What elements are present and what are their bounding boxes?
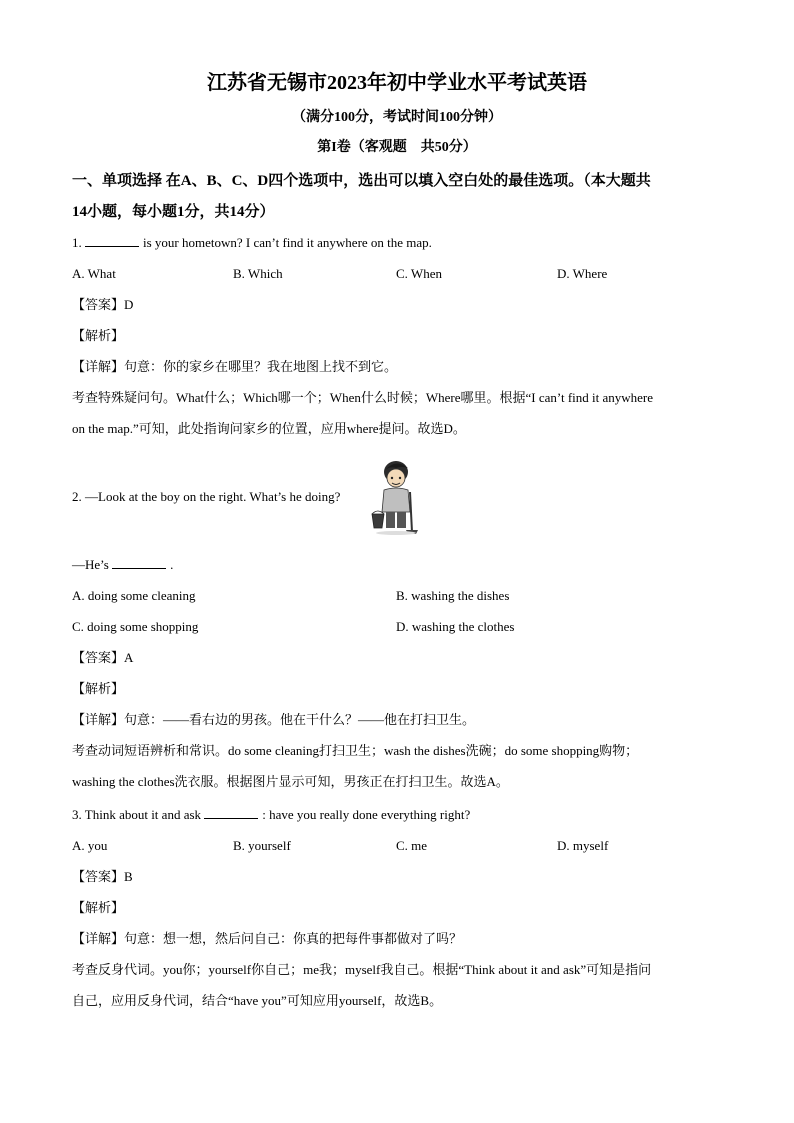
q2-explain-line1: 考查动词短语辨析和常识。do some cleaning打扫卫生；wash the dishes洗碗；do some shopping购物； [72, 743, 639, 758]
q2-reply-end: . [170, 557, 174, 572]
q3-detail-label: 【详解】 [72, 931, 125, 946]
q2-answer-value: A [124, 650, 134, 665]
q1-option-c: C. When [396, 266, 442, 281]
q2-explain-line2: washing the clothes洗衣服。根据图片显示可知，男孩正在打扫卫生。故选A。 [72, 774, 509, 789]
q3-detail [72, 930, 462, 948]
q3-blank [204, 806, 258, 819]
exam-title: 江苏省无锡市2023年初中学业水平考试英语 [207, 72, 587, 94]
q2-detail-text: 句意：——看右边的男孩。他在干什么？——他在打扫卫生。 [124, 712, 476, 727]
q2-reply [72, 556, 173, 574]
q1-explain-line1: 考查特殊疑问句。What什么；Which哪一个；When什么时候；Where哪里。根据“I can’t find it anywhere [72, 390, 654, 405]
q3-stem-start: 3. Think about it and ask [72, 807, 202, 822]
q1-number: 1. [72, 235, 82, 250]
q3-option-d: D. myself [557, 838, 609, 853]
part-heading: 第I卷（客观题 共50分） [317, 140, 477, 155]
q3-detail-text: 句意：想一想，然后问自己：你真的把每件事都做对了吗？ [124, 931, 463, 946]
q3-analysis-label: 【解析】 [72, 900, 125, 915]
q3-option-b: B. yourself [233, 838, 291, 853]
q1-detail-label: 【详解】 [72, 359, 125, 374]
q1-stem [72, 234, 432, 252]
q1-detail-text: 句意：你的家乡在哪里？我在地图上找不到它。 [124, 359, 398, 374]
q3-answer [72, 868, 133, 886]
q2-answer-label: 【答案】 [72, 650, 125, 665]
q2-answer [72, 649, 133, 667]
q2-option-a: A. doing some cleaning [72, 588, 196, 603]
q2-reply-text: —He’s [72, 557, 109, 572]
section-heading-line2: 14小题，每小题1分，共14分） [72, 204, 275, 220]
q2-analysis-label: 【解析】 [72, 681, 125, 696]
q1-blank [85, 234, 139, 247]
q1-detail [72, 358, 397, 376]
q1-answer-label: 【答案】 [72, 297, 125, 312]
section-heading-line1: 一、单项选择 在A、B、C、D四个选项中，选出可以填入空白处的最佳选项。（本大题共 [72, 173, 651, 189]
q3-stem [72, 806, 470, 824]
q3-explain-line1: 考查反身代词。you你；yourself你自己；me我；myself我自己。根据“Think about it and ask”可知是指问 [72, 962, 652, 977]
q2-option-c: C. doing some shopping [72, 619, 199, 634]
q1-stem-text: is your hometown? I can’t find it anywhere on the map. [143, 235, 432, 250]
q2-blank [112, 556, 166, 569]
q1-answer [72, 296, 133, 314]
q1-answer-value: D [124, 297, 134, 312]
boy-cleaning-illustration [366, 456, 424, 536]
q2-detail-label: 【详解】 [72, 712, 125, 727]
q1-explain-line2: on the map.”可知，此处指询问家乡的位置，应用where提问。故选D。 [72, 421, 466, 436]
q3-stem-end: : have you really done everything right? [262, 807, 471, 822]
q1-option-d: D. Where [557, 266, 608, 281]
q1-option-a: A. What [72, 266, 116, 281]
q3-option-a: A. you [72, 838, 108, 853]
q1-option-b: B. Which [233, 266, 283, 281]
q3-explain-line2: 自己，应用反身代词，结合“have you”可知应用yourself，故选B。 [72, 993, 443, 1008]
exam-subtitle: （满分100分，考试时间100分钟） [292, 110, 502, 125]
q2-option-d: D. washing the clothes [396, 619, 515, 634]
q2-detail [72, 711, 475, 729]
q1-analysis-label: 【解析】 [72, 328, 125, 343]
q3-answer-value: B [124, 869, 133, 884]
q2-option-b: B. washing the dishes [396, 588, 510, 603]
q3-answer-label: 【答案】 [72, 869, 125, 884]
q2-stem: 2. —Look at the boy on the right. What’s he doing? [72, 489, 341, 504]
q3-option-c: C. me [396, 838, 428, 853]
